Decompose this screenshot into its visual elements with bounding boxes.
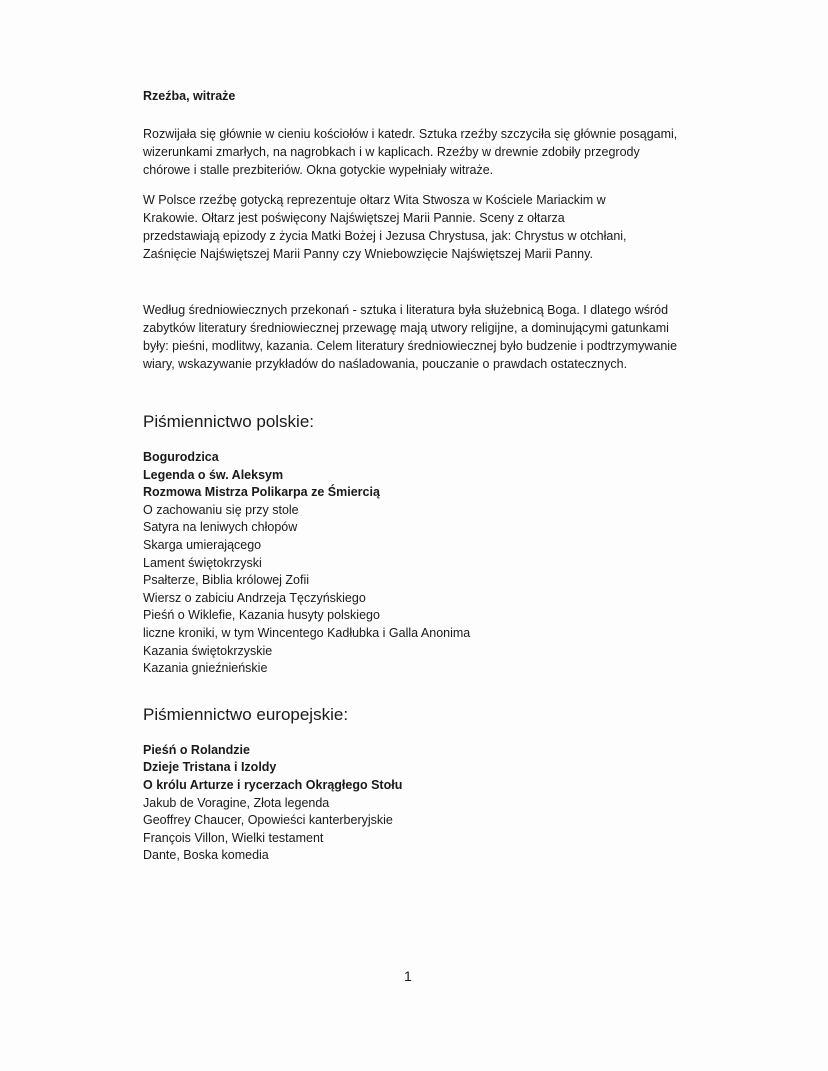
list-item: Legenda o św. Aleksym xyxy=(143,467,284,482)
european-literature-title: Piśmiennictwo europejskie: xyxy=(143,704,349,724)
european-works-list xyxy=(143,742,683,865)
paragraph-1: Rozwijała się głównie w cieniu kościołów i katedr. Sztuka rzeźby szczyciła się głównie posągami, wizerunkami zmarłych, na nagrobkach i w kaplicach. Rzeźby w drewnie zdobiły przegrody chórowe i stalle prezbiteriów. Okna gotyckie wypełniały witraże. xyxy=(143,127,678,177)
polish-works-list xyxy=(143,449,683,678)
list-item: Pieśń o Rolandzie xyxy=(143,742,250,757)
list-item: Skarga umierającego xyxy=(143,537,262,552)
paragraph-3: Według średniowiecznych przekonań - sztuka i literatura była służebnicą Boga. I dlatego wśród zabytków literatury średniowiecznej przewagę mają utwory religijne, a dominującymi gatunkami były: pieśni, modlitwy, kazania. Celem literatury średniowiecznej było budzenie i podtrzymywanie wiary, wskazywanie przykładów do naśladowania, pouczanie o prawdach ostatecznych. xyxy=(143,303,678,371)
list-item: Bogurodzica xyxy=(143,450,219,464)
list-item: Pieśń o Wiklefie, Kazania husyty polskiego xyxy=(143,608,380,623)
section-heading: Rzeźba, witraże xyxy=(143,89,236,103)
list-item: Wiersz o zabiciu Andrzeja Tęczyńskiego xyxy=(143,590,366,605)
list-item: O zachowaniu się przy stole xyxy=(143,502,299,517)
list-item: François Villon, Wielki testament xyxy=(143,830,324,845)
list-item: Kazania świętokrzyskie xyxy=(143,643,273,658)
list-item: Kazania gnieźnieńskie xyxy=(143,661,268,676)
list-item: Dante, Boska komedia xyxy=(143,848,269,863)
list-item: Lament świętokrzyski xyxy=(143,555,262,570)
list-item: O królu Arturze i rycerzach Okrągłego Stołu xyxy=(143,777,403,792)
list-item: Satyra na leniwych chłopów xyxy=(143,520,298,535)
page-number: 1 xyxy=(404,968,412,984)
page-content xyxy=(143,88,683,865)
polish-literature-title: Piśmiennictwo polskie: xyxy=(143,412,315,431)
list-item: liczne kroniki, w tym Wincentego Kadłubka i Galla Anonima xyxy=(143,625,471,640)
list-item: Dzieje Tristana i Izoldy xyxy=(143,760,277,775)
list-item: Rozmowa Mistrza Polikarpa ze Śmiercią xyxy=(143,485,380,500)
list-item: Geoffrey Chaucer, Opowieści kanterberyjskie xyxy=(143,813,393,828)
list-item: Psałterze, Biblia królowej Zofii xyxy=(143,573,310,588)
list-item: Jakub de Voragine, Złota legenda xyxy=(143,795,330,810)
paragraph-2: W Polsce rzeźbę gotycką reprezentuje ołtarz Wita Stwosza w Kościele Mariackim w Krakowie. Ołtarz jest poświęcony Najświętszej Marii Pannie. Sceny z ołtarza przedstawiają epizody z życia Matki Bożej i Jezusa Chrystusa, jak: Chrystus w otchłani, Zaśnięcie Najświętszej Marii Panny czy Wniebowzięcie Najświętszej Marii Panny. xyxy=(143,193,627,261)
